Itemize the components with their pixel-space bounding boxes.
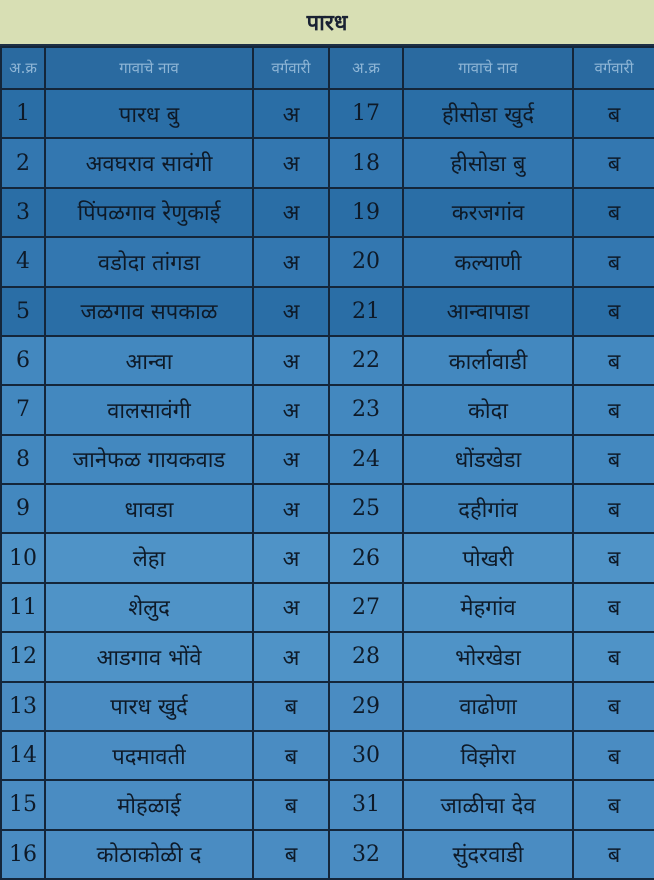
- category-cell: ब: [573, 287, 654, 336]
- village-name-cell: मोहळाई: [45, 780, 253, 829]
- serial-number-cell: 16: [1, 830, 45, 879]
- category-cell: ब: [253, 731, 329, 780]
- village-table: [0, 46, 654, 880]
- serial-number-cell: 8: [1, 435, 45, 484]
- serial-number-cell: 27: [329, 583, 403, 632]
- village-name-cell: वालसावंगी: [45, 385, 253, 434]
- table-row: [1, 435, 654, 484]
- serial-number-cell: 14: [1, 731, 45, 780]
- village-name-cell: अवघराव सावंगी: [45, 138, 253, 187]
- serial-number-cell: 3: [1, 188, 45, 237]
- village-name-cell: जळगाव सपकाळ: [45, 287, 253, 336]
- category-cell: अ: [253, 89, 329, 138]
- table-row: [1, 830, 654, 879]
- village-name-cell: पोखरी: [403, 533, 573, 582]
- category-cell: ब: [573, 830, 654, 879]
- village-name-cell: कोदा: [403, 385, 573, 434]
- village-name-cell: विझोरा: [403, 731, 573, 780]
- category-cell: अ: [253, 484, 329, 533]
- category-cell: अ: [253, 188, 329, 237]
- village-name-cell: पारध खुर्द: [45, 682, 253, 731]
- title-bar: [0, 0, 654, 46]
- village-name-cell: लेहा: [45, 533, 253, 582]
- serial-number-cell: 28: [329, 632, 403, 681]
- village-name-cell: आन्वा: [45, 336, 253, 385]
- serial-number-cell: 11: [1, 583, 45, 632]
- serial-number-cell: 31: [329, 780, 403, 829]
- serial-number-cell: 20: [329, 237, 403, 286]
- village-name-cell: पारध बु: [45, 89, 253, 138]
- table-row: [1, 632, 654, 681]
- village-name-cell: सुंदरवाडी: [403, 830, 573, 879]
- header-sr-1: अ.क्र: [1, 47, 45, 89]
- category-cell: ब: [573, 435, 654, 484]
- table-row: [1, 287, 654, 336]
- table-row: [1, 682, 654, 731]
- serial-number-cell: 19: [329, 188, 403, 237]
- serial-number-cell: 4: [1, 237, 45, 286]
- village-name-cell: शेलुद: [45, 583, 253, 632]
- category-cell: ब: [573, 89, 654, 138]
- serial-number-cell: 21: [329, 287, 403, 336]
- village-name-cell: कल्याणी: [403, 237, 573, 286]
- category-cell: ब: [573, 336, 654, 385]
- village-name-cell: वाढोणा: [403, 682, 573, 731]
- table-row: [1, 89, 654, 138]
- header-sr-2: अ.क्र: [329, 47, 403, 89]
- serial-number-cell: 6: [1, 336, 45, 385]
- village-name-cell: वडोदा तांगडा: [45, 237, 253, 286]
- village-name-cell: करजगांव: [403, 188, 573, 237]
- village-name-cell: हीसोडा खुर्द: [403, 89, 573, 138]
- header-row: [1, 47, 654, 89]
- serial-number-cell: 29: [329, 682, 403, 731]
- table-row: [1, 336, 654, 385]
- table-row: [1, 583, 654, 632]
- village-name-cell: जानेफळ गायकवाड: [45, 435, 253, 484]
- category-cell: अ: [253, 138, 329, 187]
- table-row: [1, 484, 654, 533]
- category-cell: ब: [573, 533, 654, 582]
- serial-number-cell: 10: [1, 533, 45, 582]
- category-cell: ब: [573, 583, 654, 632]
- serial-number-cell: 23: [329, 385, 403, 434]
- category-cell: अ: [253, 533, 329, 582]
- table-row: [1, 237, 654, 286]
- serial-number-cell: 1: [1, 89, 45, 138]
- serial-number-cell: 2: [1, 138, 45, 187]
- category-cell: ब: [253, 780, 329, 829]
- village-name-cell: मेहगांव: [403, 583, 573, 632]
- village-name-cell: पिंपळगाव रेणुकाई: [45, 188, 253, 237]
- serial-number-cell: 9: [1, 484, 45, 533]
- serial-number-cell: 32: [329, 830, 403, 879]
- serial-number-cell: 17: [329, 89, 403, 138]
- table-row: [1, 780, 654, 829]
- table-row: [1, 138, 654, 187]
- village-name-cell: आडगाव भोंवे: [45, 632, 253, 681]
- table-row: [1, 188, 654, 237]
- category-cell: ब: [573, 138, 654, 187]
- category-cell: अ: [253, 435, 329, 484]
- table-row: [1, 731, 654, 780]
- header-village-1: गावाचे नाव: [45, 47, 253, 89]
- category-cell: ब: [573, 731, 654, 780]
- village-name-cell: आन्वापाडा: [403, 287, 573, 336]
- serial-number-cell: 22: [329, 336, 403, 385]
- header-category-1: वर्गवारी: [253, 47, 329, 89]
- village-name-cell: हीसोडा बु: [403, 138, 573, 187]
- serial-number-cell: 7: [1, 385, 45, 434]
- serial-number-cell: 5: [1, 287, 45, 336]
- serial-number-cell: 26: [329, 533, 403, 582]
- village-name-cell: कोठाकोळी द: [45, 830, 253, 879]
- category-cell: ब: [573, 385, 654, 434]
- village-name-cell: धोंडखेडा: [403, 435, 573, 484]
- header-category-2: वर्गवारी: [573, 47, 654, 89]
- village-name-cell: भोरखेडा: [403, 632, 573, 681]
- sheet-title: पारध: [306, 11, 348, 36]
- category-cell: ब: [573, 484, 654, 533]
- serial-number-cell: 24: [329, 435, 403, 484]
- village-name-cell: धावडा: [45, 484, 253, 533]
- village-name-cell: कार्लावाडी: [403, 336, 573, 385]
- category-cell: ब: [573, 780, 654, 829]
- table-row: [1, 533, 654, 582]
- serial-number-cell: 13: [1, 682, 45, 731]
- category-cell: अ: [253, 385, 329, 434]
- serial-number-cell: 18: [329, 138, 403, 187]
- village-name-cell: पदमावती: [45, 731, 253, 780]
- category-cell: ब: [573, 237, 654, 286]
- serial-number-cell: 25: [329, 484, 403, 533]
- serial-number-cell: 12: [1, 632, 45, 681]
- category-cell: अ: [253, 237, 329, 286]
- category-cell: ब: [573, 188, 654, 237]
- category-cell: अ: [253, 336, 329, 385]
- village-name-cell: दहीगांव: [403, 484, 573, 533]
- category-cell: अ: [253, 632, 329, 681]
- category-cell: ब: [253, 682, 329, 731]
- category-cell: अ: [253, 287, 329, 336]
- header-village-2: गावाचे नाव: [403, 47, 573, 89]
- serial-number-cell: 15: [1, 780, 45, 829]
- village-name-cell: जाळीचा देव: [403, 780, 573, 829]
- serial-number-cell: 30: [329, 731, 403, 780]
- table-row: [1, 385, 654, 434]
- category-cell: अ: [253, 583, 329, 632]
- category-cell: ब: [573, 682, 654, 731]
- category-cell: ब: [253, 830, 329, 879]
- category-cell: ब: [573, 632, 654, 681]
